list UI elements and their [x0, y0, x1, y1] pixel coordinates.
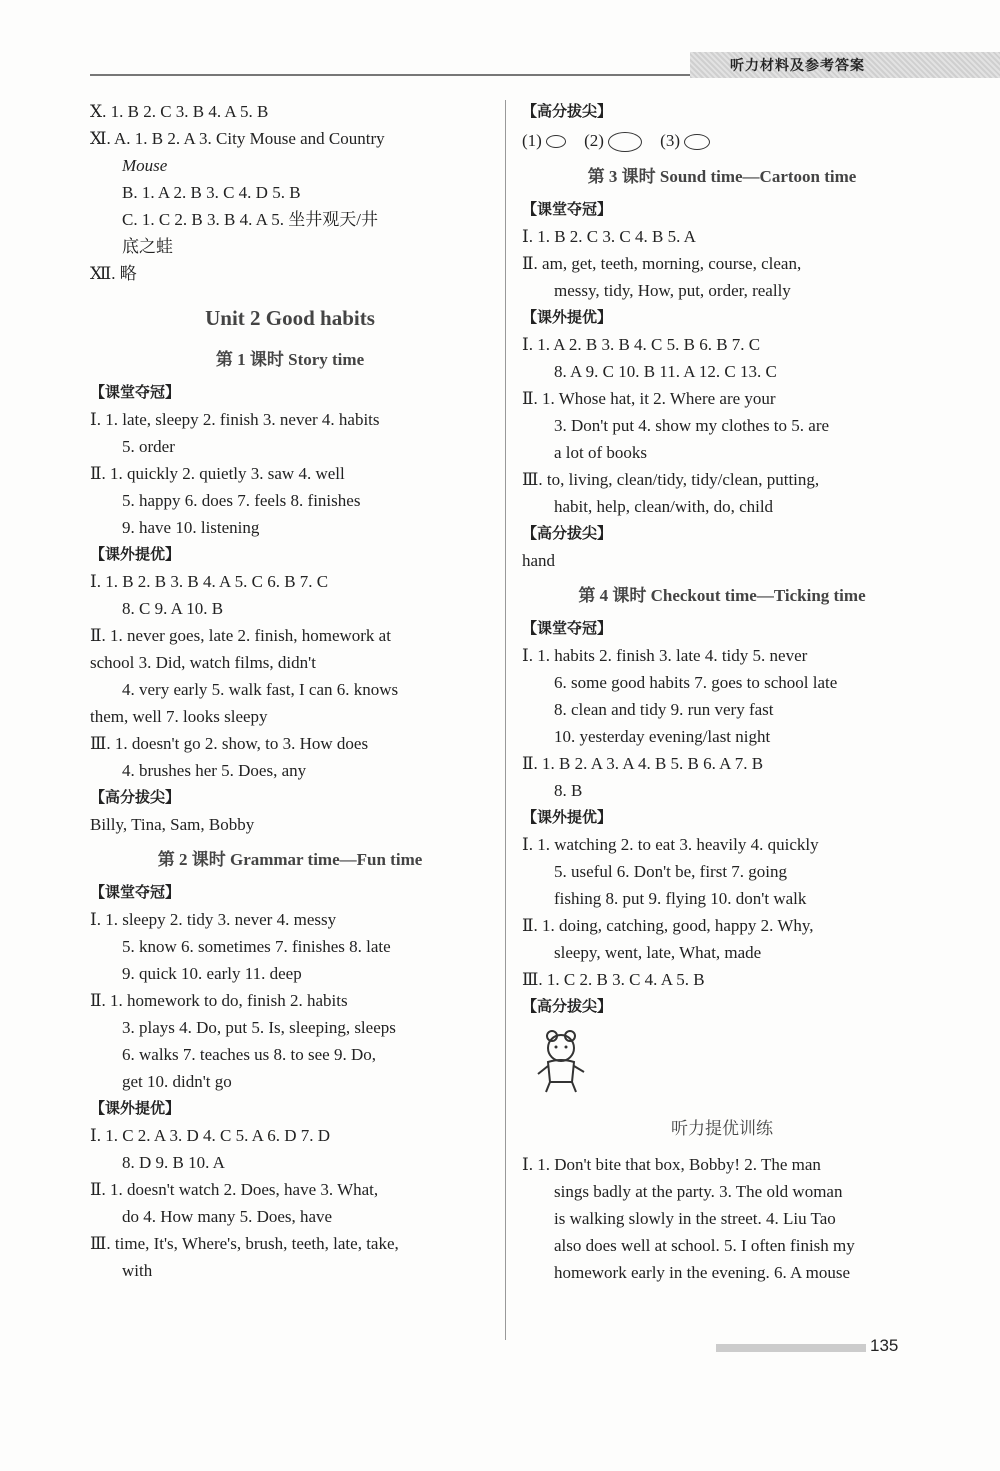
section-tag: 【课外提优】: [90, 1099, 181, 1117]
answer-line: 5. order: [122, 437, 175, 456]
answer-line: 底之蛙: [122, 237, 173, 256]
answer-line: Ⅲ. to, living, clean/tidy, tidy/clean, putting,: [522, 470, 820, 489]
lesson-title: 第 4 课时 Checkout time—Ticking time: [578, 586, 866, 605]
answer-line: 3. plays 4. Do, put 5. Is, sleeping, sleeps: [122, 1018, 396, 1037]
answer-line: Mouse: [122, 156, 168, 175]
answer-line: a lot of books: [554, 443, 648, 462]
answer-line: Ⅰ. 1. late, sleepy 2. finish 3. never 4. habits: [90, 410, 380, 429]
answer-line: Ⅱ. 1. doesn't watch 2. Does, have 3. What,: [90, 1180, 379, 1199]
answer-text: Ⅺ. A. 1. B 2. A 3. City Mouse and Country: [90, 129, 385, 148]
answer-line: homework early in the evening. 6. A mouse: [554, 1263, 851, 1282]
lesson-title: 第 1 课时 Story time: [215, 350, 365, 369]
answer-line: Ⅱ. 1. Whose hat, it 2. Where are your: [522, 389, 776, 408]
answer-line: fishing 8. put 9. flying 10. don't walk: [554, 889, 807, 908]
answer-line: Ⅱ. 1. quickly 2. quietly 3. saw 4. well: [90, 464, 345, 483]
answer-line: 8. B: [554, 781, 583, 800]
answer-line: Ⅱ. 1. doing, catching, good, happy 2. Why,: [522, 916, 814, 935]
answer-line: Ⅹ. 1. B 2. C 3. B 4. A 5. B: [90, 102, 269, 121]
answer-line: sleepy, went, late, What, made: [554, 943, 762, 962]
answer-line: Ⅰ. 1. watching 2. to eat 3. heavily 4. quickly: [522, 835, 819, 854]
answer-line: Ⅰ. 1. C 2. A 3. D 4. C 5. A 6. D 7. D: [90, 1126, 331, 1145]
answer-line: 9. have 10. listening: [122, 518, 260, 537]
section-tag: 【高分拔尖】: [90, 788, 181, 806]
footer-bar: [716, 1344, 866, 1352]
oval-answer-2: [584, 127, 642, 154]
mascot-drawing: [526, 1026, 596, 1096]
answer-line: 6. walks 7. teaches us 8. to see 9. Do,: [122, 1045, 377, 1064]
answer-line: 9. quick 10. early 11. deep: [122, 964, 302, 983]
answer-line: Ⅰ. 1. Don't bite that box, Bobby! 2. The man: [522, 1155, 821, 1174]
answer-line: 6. some good habits 7. goes to school late: [554, 673, 838, 692]
page-number: 135: [870, 1336, 899, 1355]
oval-answers: [522, 125, 922, 155]
oval-label: (1): [522, 130, 542, 150]
lesson-title: 第 2 课时 Grammar time—Fun time: [157, 850, 423, 869]
section-title: 听力提优训练: [671, 1119, 773, 1139]
left-column: [90, 98, 490, 1284]
answer-line: Ⅱ. 1. never goes, late 2. finish, homework at: [90, 626, 391, 645]
answer-line: is walking slowly in the street. 4. Liu Tao: [554, 1209, 836, 1228]
section-tag: 【课堂夺冠】: [90, 383, 181, 401]
answer-line: do 4. How many 5. Does, have: [122, 1207, 333, 1226]
right-column: [522, 98, 922, 1286]
answer-line: 4. very early 5. walk fast, I can 6. knows: [122, 680, 399, 699]
answer-line: school 3. Did, watch films, didn't: [90, 653, 316, 672]
page-header: [90, 48, 960, 84]
answer-line: messy, tidy, How, put, order, really: [554, 281, 791, 300]
answer-line: C. 1. C 2. B 3. B 4. A 5. 坐井观天/井: [122, 210, 378, 229]
answer-line: Ⅰ. 1. habits 2. finish 3. late 4. tidy 5. never: [522, 646, 808, 665]
answer-line: [90, 125, 490, 152]
column-divider: [505, 100, 506, 1340]
answer-line: also does well at school. 5. I often finish my: [554, 1236, 855, 1255]
section-tag: 【高分拔尖】: [522, 997, 613, 1015]
page-footer: [716, 1336, 916, 1358]
answer-line: get 10. didn't go: [122, 1072, 232, 1091]
section-tag: 【课堂夺冠】: [522, 619, 613, 637]
oval-answer-1: [522, 127, 566, 154]
answer-line: habit, help, clean/with, do, child: [554, 497, 774, 516]
oval-label: (2): [584, 130, 604, 150]
answer-line: 8. clean and tidy 9. run very fast: [554, 700, 774, 719]
answer-line: 8. D 9. B 10. A: [122, 1153, 225, 1172]
answer-line: 8. C 9. A 10. B: [122, 599, 224, 618]
section-tag: 【课堂夺冠】: [90, 883, 181, 901]
answer-line: with: [122, 1261, 153, 1280]
answer-line: 5. useful 6. Don't be, first 7. going: [554, 862, 788, 881]
medium-oval-icon: [684, 134, 710, 150]
answer-line: hand: [522, 551, 556, 570]
answer-line: Ⅲ. time, It's, Where's, brush, teeth, late, take,: [90, 1234, 399, 1253]
large-oval-icon: [608, 132, 642, 152]
answer-line: them, well 7. looks sleepy: [90, 707, 268, 726]
answer-line: Ⅰ. 1. sleepy 2. tidy 3. never 4. messy: [90, 910, 337, 929]
answer-line: Ⅰ. 1. B 2. B 3. B 4. A 5. C 6. B 7. C: [90, 572, 329, 591]
answer-line: Ⅲ. 1. C 2. B 3. C 4. A 5. B: [522, 970, 705, 989]
answer-line: 10. yesterday evening/last night: [554, 727, 771, 746]
section-tag: 【课外提优】: [522, 808, 613, 826]
answer-line: Ⅱ. am, get, teeth, morning, course, clean,: [522, 254, 802, 273]
answer-line: B. 1. A 2. B 3. C 4. D 5. B: [122, 183, 301, 202]
answer-line: Ⅲ. 1. doesn't go 2. show, to 3. How does: [90, 734, 369, 753]
small-oval-icon: [546, 135, 566, 148]
section-tag: 【课堂夺冠】: [522, 200, 613, 218]
answer-line: Billy, Tina, Sam, Bobby: [90, 815, 255, 834]
answer-line: Ⅰ. 1. A 2. B 3. B 4. C 5. B 6. B 7. C: [522, 335, 761, 354]
section-tag: 【高分拔尖】: [522, 524, 613, 542]
answer-line: 5. know 6. sometimes 7. finishes 8. late: [122, 937, 391, 956]
answer-line: sings badly at the party. 3. The old woman: [554, 1182, 843, 1201]
answer-line: 5. happy 6. does 7. feels 8. finishes: [122, 491, 361, 510]
answer-line: 3. Don't put 4. show my clothes to 5. are: [554, 416, 830, 435]
section-tag: 【高分拔尖】: [522, 102, 613, 120]
oval-answer-3: [660, 127, 710, 154]
answer-line: Ⅰ. 1. B 2. C 3. C 4. B 5. A: [522, 227, 696, 246]
section-tag: 【课外提优】: [522, 308, 613, 326]
section-tag: 【课外提优】: [90, 545, 181, 563]
unit-title: Unit 2 Good habits: [205, 306, 375, 330]
answer-line: Ⅻ. 略: [90, 264, 137, 283]
oval-label: (3): [660, 130, 680, 150]
answer-line: Ⅱ. 1. B 2. A 3. A 4. B 5. B 6. A 7. B: [522, 754, 764, 773]
lesson-title: 第 3 课时 Sound time—Cartoon time: [587, 167, 857, 186]
header-title: 听力材料及参考答案: [730, 58, 865, 74]
answer-line: 4. brushes her 5. Does, any: [122, 761, 307, 780]
answer-line: 8. A 9. C 10. B 11. A 12. C 13. C: [554, 362, 777, 381]
answer-line: Ⅱ. 1. homework to do, finish 2. habits: [90, 991, 348, 1010]
